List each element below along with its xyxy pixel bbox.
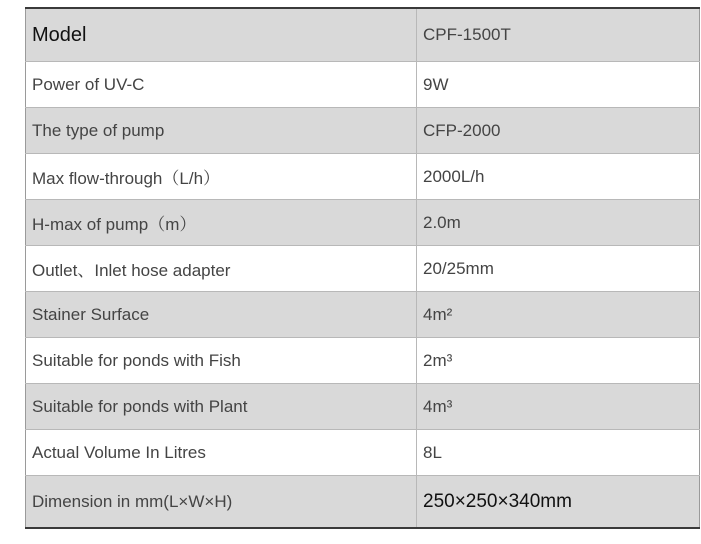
row-label: Outlet、Inlet hose adapter	[26, 246, 417, 292]
row-label: H-max of pump（m）	[26, 200, 417, 246]
row-label: Stainer Surface	[26, 292, 417, 338]
row-value: 8L	[417, 430, 700, 476]
row-label: Power of UV-C	[26, 62, 417, 108]
row-value: CFP-2000	[417, 108, 700, 154]
table-row-power-uvc	[26, 62, 700, 108]
spec-table	[25, 7, 700, 529]
table-row-hose-adapter	[26, 246, 700, 292]
row-value: 2000L/h	[417, 154, 700, 200]
row-value: 250×250×340mm	[417, 476, 700, 529]
row-value: 4m²	[417, 292, 700, 338]
table-row-stainer-surface	[26, 292, 700, 338]
row-value: 2m³	[417, 338, 700, 384]
row-value: 20/25mm	[417, 246, 700, 292]
row-label: Model	[26, 8, 417, 62]
table-row-dimension	[26, 476, 700, 529]
row-value: 4m³	[417, 384, 700, 430]
row-label: Max flow-through（L/h）	[26, 154, 417, 200]
row-value: 2.0m	[417, 200, 700, 246]
table-row-pump-type	[26, 108, 700, 154]
table-row-ponds-fish	[26, 338, 700, 384]
row-label: Actual Volume In Litres	[26, 430, 417, 476]
table-row-model	[26, 8, 700, 62]
table-row-actual-volume	[26, 430, 700, 476]
row-label: Suitable for ponds with Fish	[26, 338, 417, 384]
row-value: 9W	[417, 62, 700, 108]
row-label: Suitable for ponds with Plant	[26, 384, 417, 430]
table-row-hmax	[26, 200, 700, 246]
table-row-ponds-plant	[26, 384, 700, 430]
row-label: Dimension in mm(L×W×H)	[26, 476, 417, 529]
row-label: The type of pump	[26, 108, 417, 154]
row-value: CPF-1500T	[417, 8, 700, 62]
table-row-max-flow	[26, 154, 700, 200]
